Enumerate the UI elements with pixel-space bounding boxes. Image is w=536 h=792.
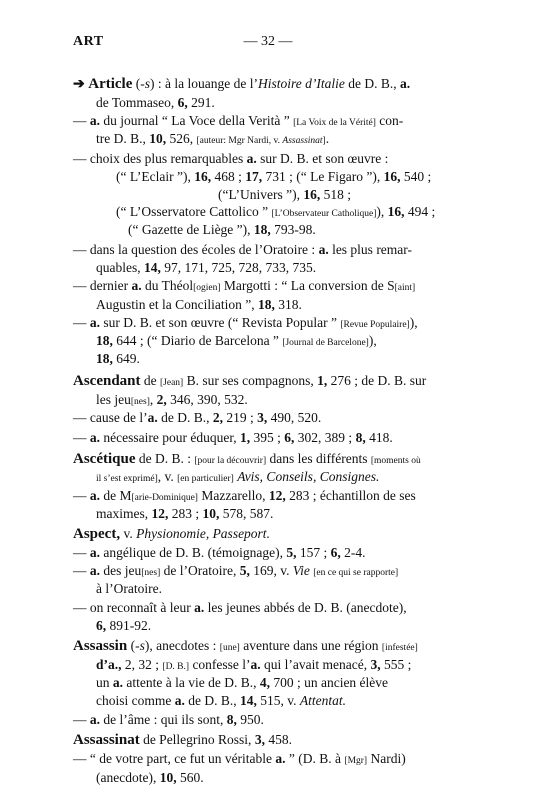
entry-text: Histoire d’Italie bbox=[257, 76, 345, 91]
entry-text: a. bbox=[399, 76, 411, 91]
entry-text: 578, 587. bbox=[219, 506, 274, 521]
index-headword-line bbox=[73, 372, 426, 392]
entry-text: de D. B., bbox=[344, 76, 400, 91]
entry-text: dans les différents bbox=[266, 451, 371, 466]
index-entry-line bbox=[73, 750, 406, 770]
entry-text: 515, v. bbox=[256, 693, 300, 708]
index-entry-line bbox=[73, 429, 393, 446]
entry-text: [Mgr] bbox=[344, 756, 368, 766]
entry-text: 302, 389 ; bbox=[294, 430, 356, 445]
entry-text: 318. bbox=[274, 297, 302, 312]
entry-text: [Revue Populaire] bbox=[340, 320, 410, 330]
entry-text: — “ de votre part, ce fut un véritable bbox=[73, 751, 276, 766]
entry-text: [pour la découvrir] bbox=[194, 456, 267, 466]
entry-text: Nardi) bbox=[367, 751, 406, 766]
index-entry-line bbox=[73, 599, 407, 616]
entry-text: — bbox=[73, 430, 90, 445]
entry-text: Avis, Conseils, Consignes. bbox=[237, 469, 380, 484]
entry-text: [Journal de Barcelone] bbox=[282, 338, 369, 348]
entry-text: 12, bbox=[151, 506, 169, 521]
entry-text: 157 ; bbox=[296, 545, 331, 560]
entry-text: — dans la question des écoles de l’Oratoire : bbox=[73, 242, 319, 257]
entry-text: [en ce qui se rapporte] bbox=[313, 568, 399, 578]
index-headword-line bbox=[73, 450, 421, 470]
entry-text: Augustin et la Conciliation ”, bbox=[96, 297, 258, 312]
entry-text: Vie bbox=[292, 563, 310, 578]
entry-text: , bbox=[149, 392, 157, 407]
index-entry-line bbox=[218, 186, 351, 203]
entry-text: 395 ; bbox=[250, 430, 285, 445]
entry-text: 2, bbox=[156, 392, 167, 407]
entry-text: Attentat. bbox=[299, 693, 346, 708]
entry-text: ), bbox=[409, 315, 418, 330]
entry-text: a. bbox=[174, 693, 185, 708]
entry-text: (“L’Univers ”), bbox=[218, 187, 304, 202]
entry-text: 700 ; un ancien élève bbox=[269, 675, 389, 690]
index-entry-line bbox=[96, 296, 302, 313]
entry-text: 526, bbox=[166, 131, 197, 146]
entry-text: v. bbox=[120, 526, 137, 541]
entry-text: 346, 390, 532. bbox=[166, 392, 248, 407]
entry-text: (“ L’Eclair ”), bbox=[116, 169, 195, 184]
entry-text: du journal “ La Voce della Verità ” bbox=[100, 113, 294, 128]
entry-text: (“ L’Osservatore Cattolico ” bbox=[116, 204, 272, 219]
index-entry-line bbox=[96, 617, 151, 634]
headword: Assassin bbox=[73, 638, 128, 654]
index-entry-line bbox=[73, 150, 388, 167]
entry-text: 4, bbox=[259, 675, 270, 690]
entry-text: [aint] bbox=[394, 283, 416, 293]
headword: Ascétique bbox=[73, 451, 136, 467]
entry-text: 418. bbox=[365, 430, 393, 445]
entry-text: 8, bbox=[355, 430, 366, 445]
entry-text: 169, v. bbox=[249, 563, 293, 578]
entry-text: nécessaire pour éduquer, bbox=[100, 430, 241, 445]
entry-text: , v. bbox=[157, 469, 178, 484]
entry-text: 18, bbox=[96, 351, 113, 366]
index-entry-line bbox=[96, 692, 346, 709]
entry-text: a. bbox=[89, 315, 100, 330]
headword: Assassinat bbox=[73, 732, 140, 748]
entry-text: [infestée] bbox=[381, 643, 418, 653]
entry-text: a. bbox=[89, 563, 100, 578]
index-entry-line bbox=[128, 221, 316, 238]
index-entry-line bbox=[96, 259, 316, 276]
entry-text: de l’âme : qui ils sont, bbox=[100, 712, 227, 727]
entry-text: 6, bbox=[177, 95, 188, 110]
entry-text: des jeu bbox=[100, 563, 142, 578]
page-number: — 32 — bbox=[243, 34, 293, 49]
entry-text: a. bbox=[246, 151, 257, 166]
index-entry-line bbox=[96, 332, 377, 352]
entry-text: [ogien] bbox=[193, 283, 221, 293]
entry-text: Mazzarello, bbox=[197, 488, 269, 503]
index-entry-line bbox=[73, 277, 415, 297]
entry-text: de bbox=[140, 373, 161, 388]
entry-text: 5, bbox=[239, 563, 250, 578]
entry-text: 3, bbox=[254, 732, 265, 747]
entry-text: 5, bbox=[286, 545, 297, 560]
entry-text: 283 ; bbox=[168, 506, 203, 521]
entry-text: aventure dans une région bbox=[239, 638, 382, 653]
entry-text: 2, bbox=[212, 410, 223, 425]
entry-text: — bbox=[73, 315, 90, 330]
entry-text: [moments où bbox=[370, 456, 421, 466]
entry-text: (“ Gazette de Liège ”), bbox=[128, 222, 254, 237]
entry-text: 950. bbox=[236, 712, 264, 727]
entry-text: 14, bbox=[144, 260, 161, 275]
entry-text: ( bbox=[132, 76, 141, 91]
index-entry-line bbox=[96, 468, 379, 488]
index-entry-line bbox=[96, 674, 388, 691]
entry-text: 1, bbox=[317, 373, 328, 388]
entry-text: de Tommaseo, bbox=[96, 95, 178, 110]
entry-text: de D. B., bbox=[157, 410, 213, 425]
headword: Ascendant bbox=[73, 373, 141, 389]
entry-text: 18, bbox=[253, 222, 271, 237]
entry-text: 6, bbox=[330, 545, 341, 560]
entry-text: maximes, bbox=[96, 506, 152, 521]
entry-text: 2, 32 ; bbox=[121, 657, 163, 672]
entry-text: 793-98. bbox=[270, 222, 316, 237]
entry-text: il s’est exprimé] bbox=[96, 474, 158, 484]
entry-text: a. bbox=[131, 278, 142, 293]
entry-text: a. bbox=[194, 600, 205, 615]
entry-text: a. bbox=[275, 751, 286, 766]
index-entry-line bbox=[96, 130, 329, 150]
entry-text: 555 ; bbox=[380, 657, 412, 672]
entry-text: — cause de l’ bbox=[73, 410, 148, 425]
entry-text: — bbox=[73, 113, 90, 128]
entry-text: Physionomie, Passeport. bbox=[136, 526, 270, 541]
entry-text: a. bbox=[89, 488, 100, 503]
entry-text: B. sur ses compagnons, bbox=[183, 373, 318, 388]
index-entry-line bbox=[73, 241, 412, 258]
index-headword-line bbox=[73, 75, 410, 93]
entry-text: [une] bbox=[219, 643, 240, 653]
entry-text: les plus remar- bbox=[328, 242, 413, 257]
entry-text: 6, bbox=[284, 430, 295, 445]
entry-text: ” (D. B. à bbox=[285, 751, 345, 766]
entry-text: a. bbox=[89, 545, 100, 560]
entry-text: 10, bbox=[149, 131, 167, 146]
entry-text: 2-4. bbox=[340, 545, 366, 560]
entry-text: [arie-Dominique] bbox=[131, 493, 198, 503]
index-entry-line bbox=[73, 314, 418, 334]
entry-text: [La Voix de la Vérité] bbox=[293, 118, 376, 128]
entry-text: 16, bbox=[303, 187, 321, 202]
entry-text: Margotti : “ La conversion de S bbox=[220, 278, 395, 293]
entry-text: confesse l’ bbox=[189, 657, 251, 672]
entry-text: de D. B., bbox=[184, 693, 240, 708]
entry-text: de l’Oratoire, bbox=[160, 563, 240, 578]
entry-text: tre D. B., bbox=[96, 131, 150, 146]
entry-text: 16, bbox=[387, 204, 405, 219]
entry-text: sur D. B. et son œuvre (“ Revista Popular ” bbox=[100, 315, 341, 330]
entry-text: qui l’avait menacé, bbox=[260, 657, 371, 672]
entry-text: 1, bbox=[240, 430, 251, 445]
entry-text: [L’Observateur Catholique] bbox=[271, 209, 377, 219]
entry-text: ), bbox=[368, 333, 377, 348]
entry-text: [Jean] bbox=[160, 378, 184, 388]
entry-text: 17, bbox=[245, 169, 263, 184]
entry-text: 14, bbox=[239, 693, 257, 708]
index-entry-line bbox=[73, 711, 264, 728]
entry-text: [nes] bbox=[130, 397, 150, 407]
index-entry-line bbox=[73, 544, 365, 561]
entry-text: 97, 171, 725, 728, 733, 735. bbox=[160, 260, 317, 275]
entry-text: — dernier bbox=[73, 278, 132, 293]
entry-text: a. bbox=[318, 242, 329, 257]
entry-text: — choix des plus remarquables bbox=[73, 151, 247, 166]
entry-text: d’a., bbox=[96, 657, 122, 672]
entry-text: 12, bbox=[268, 488, 286, 503]
headword: Aspect, bbox=[73, 526, 121, 542]
entry-text: a. bbox=[112, 675, 123, 690]
entry-text: de M bbox=[100, 488, 132, 503]
entry-text: ( bbox=[127, 638, 136, 653]
entry-text: les jeu bbox=[96, 392, 131, 407]
entry-text: — bbox=[73, 563, 90, 578]
entry-text: ] bbox=[322, 136, 326, 146]
entry-text: 276 ; de D. B. sur bbox=[327, 373, 427, 388]
entry-text: 219 ; bbox=[222, 410, 258, 425]
index-headword-line bbox=[73, 731, 292, 749]
entry-text: a. bbox=[89, 712, 100, 727]
entry-text: con- bbox=[375, 113, 404, 128]
index-entry-line bbox=[96, 769, 204, 786]
entry-text: choisi comme bbox=[96, 693, 175, 708]
entry-text: [en particulier] bbox=[177, 474, 234, 484]
entry-text: de D. B. : bbox=[135, 451, 195, 466]
headword: Article bbox=[88, 76, 133, 92]
entry-text: a. bbox=[147, 410, 158, 425]
index-entry-line bbox=[96, 505, 273, 522]
entry-text: 518 ; bbox=[320, 187, 351, 202]
entry-text: 283 ; échantillon de ses bbox=[285, 488, 416, 503]
entry-text: a. bbox=[250, 657, 261, 672]
entry-text: 18, bbox=[96, 333, 113, 348]
entry-text: attente à la vie de D. B., bbox=[123, 675, 260, 690]
entry-text: 3, bbox=[257, 410, 268, 425]
entry-text: 891-92. bbox=[106, 618, 152, 633]
index-entry-line bbox=[116, 203, 435, 223]
index-entry-line bbox=[73, 112, 403, 132]
entry-text: du Théol bbox=[141, 278, 194, 293]
entry-text: [auteur: Mgr Nardi, v. bbox=[196, 136, 283, 146]
entry-text: [nes] bbox=[141, 568, 161, 578]
entry-text: (anecdote), bbox=[96, 770, 160, 785]
entry-text: 10, bbox=[202, 506, 220, 521]
index-entry-line bbox=[96, 350, 140, 367]
entry-text: ), anecdotes : bbox=[144, 638, 220, 653]
entry-text: — on reconnaît à leur bbox=[73, 600, 195, 615]
entry-text: -s bbox=[140, 76, 150, 91]
entry-text: — bbox=[73, 488, 90, 503]
entry-text: 16, bbox=[194, 169, 212, 184]
entry-text: à l’Oratoire. bbox=[96, 581, 162, 596]
entry-text: -s bbox=[135, 638, 145, 653]
entry-text: 560. bbox=[176, 770, 204, 785]
index-entry-line bbox=[96, 391, 248, 411]
entry-text: les jeunes abbés de D. B. (anecdote), bbox=[204, 600, 407, 615]
entry-text: 10, bbox=[159, 770, 177, 785]
entry-text: ) : à la louange de l’ bbox=[150, 76, 258, 91]
index-entry-line bbox=[73, 409, 321, 426]
index-entry-line bbox=[73, 562, 398, 582]
entry-text: a. bbox=[89, 113, 100, 128]
entry-text: — bbox=[73, 712, 90, 727]
entry-text: Assassinat bbox=[282, 136, 323, 146]
entry-text: 468 ; bbox=[211, 169, 246, 184]
index-entry-line bbox=[73, 487, 416, 507]
index-entry-line bbox=[96, 94, 215, 111]
index-entry-line bbox=[96, 580, 162, 597]
entry-text: 540 ; bbox=[400, 169, 432, 184]
entry-text: angélique de D. B. (témoignage), bbox=[100, 545, 287, 560]
entry-text: de Pellegrino Rossi, bbox=[139, 732, 255, 747]
index-entry-line bbox=[116, 168, 431, 185]
entry-text: ), bbox=[376, 204, 388, 219]
index-headword-line bbox=[73, 525, 270, 543]
entry-text: 490, 520. bbox=[267, 410, 322, 425]
entry-text: un bbox=[96, 675, 113, 690]
entry-text: sur D. B. et son œuvre : bbox=[256, 151, 389, 166]
entry-text: 731 ; (“ Le Figaro ”), bbox=[262, 169, 384, 184]
index-headword-line bbox=[73, 637, 418, 657]
entry-text: 8, bbox=[226, 712, 237, 727]
entry-text: 649. bbox=[112, 351, 140, 366]
entry-text: . bbox=[325, 131, 330, 146]
entry-text: 18, bbox=[257, 297, 275, 312]
entry-text: [D. B.] bbox=[162, 662, 190, 672]
entry-text: 644 ; (“ Diario de Barcelona ” bbox=[112, 333, 283, 348]
entry-text: 3, bbox=[370, 657, 381, 672]
entry-text: 494 ; bbox=[404, 204, 436, 219]
entry-text: a. bbox=[89, 430, 100, 445]
entry-text: 458. bbox=[264, 732, 292, 747]
running-head-section: ART bbox=[73, 34, 104, 49]
entry-text: — bbox=[73, 545, 90, 560]
entry-text: quables, bbox=[96, 260, 144, 275]
index-entry-line bbox=[96, 656, 411, 676]
arrow-icon: ➔ bbox=[73, 77, 89, 92]
entry-text: 16, bbox=[383, 169, 401, 184]
entry-text: 6, bbox=[96, 618, 107, 633]
entry-text: 291. bbox=[187, 95, 215, 110]
